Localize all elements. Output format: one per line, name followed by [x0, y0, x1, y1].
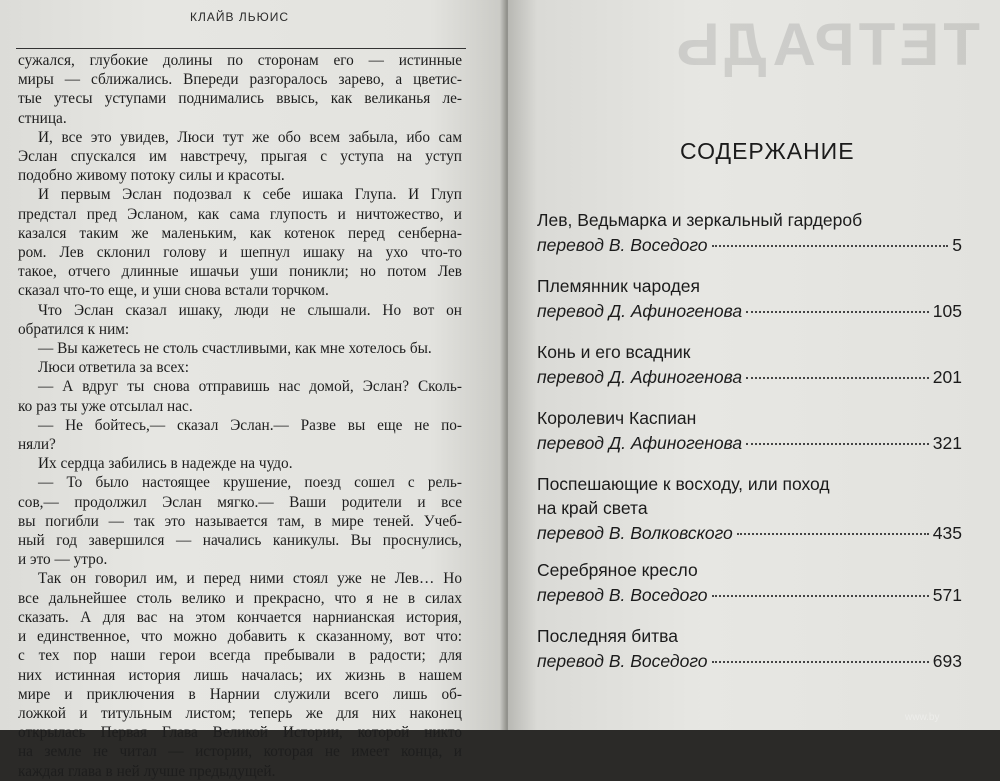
text-line: Эслан спускался им навстречу, прыгая с уступа на уступ [18, 148, 462, 166]
toc-entry-detail-row [537, 298, 962, 324]
text-line: сказал что-то еще, и уши снова встали торчком. [18, 282, 329, 300]
toc-entry-title: Конь и его всадник [537, 342, 691, 362]
toc-entry-page-number: 693 [932, 651, 962, 671]
text-line: миры — сближались. Впереди разгоралось зарево, а цветис- [18, 71, 462, 89]
toc-entry [537, 624, 962, 674]
toc-entry-detail-row [537, 648, 962, 674]
text-line: Люси ответила за всех: [38, 359, 190, 377]
text-line: такое, отчего длинные ишачьи уши поникли; но потом Лев [18, 263, 462, 281]
text-line: стница. [18, 109, 67, 127]
text-line: — А вдруг ты снова отправишь нас домой, Эслан? Сколь- [38, 378, 462, 396]
text-line: Так он говорил им, и перед ними стоял уже не Лев… Но [38, 570, 462, 588]
toc-entry-translator: перевод В. Воседого [537, 585, 708, 605]
text-line: — Не бойтесь,— сказал Эслан.— Разве вы еще не по- [38, 416, 462, 434]
toc-entry-detail-row [537, 232, 962, 258]
toc-entry [537, 208, 962, 258]
text-line: обратился к ним: [18, 320, 130, 338]
toc-entry-detail-row [537, 364, 962, 390]
text-line: и единственное, что можно добавить к сказанному, вот что: [18, 628, 462, 646]
text-line: ный год завершился — начались каникулы. Вы проснулись, [18, 532, 462, 550]
toc-entry-title: Последняя битва [537, 626, 678, 646]
toc-entry-page-number: 321 [932, 433, 962, 453]
show-through-decoration: ТЕТРАДЬ [672, 11, 980, 78]
dot-leader [712, 595, 929, 597]
dot-leader [712, 245, 949, 247]
toc-entry-title: Серебряное кресло [537, 560, 698, 580]
toc-entry-translator: перевод Д. Афиногенова [537, 301, 743, 321]
toc-entry-title: Королевич Каспиан [537, 408, 697, 428]
text-line: ром. Лев склонил голову и шепнул ишаку на ухо что-то [18, 244, 462, 262]
dot-leader [712, 661, 929, 663]
toc-entry-title: Поспешающие к восходу, или поход [537, 474, 830, 494]
story-text [18, 51, 462, 781]
text-line: и это — утро. [18, 551, 108, 569]
text-line: все дальнейшее столь велико и прекрасно, что я не в силах [18, 589, 462, 607]
toc-entry-page-number: 5 [952, 235, 962, 255]
toc-entry-title: Племянник чародея [537, 276, 701, 296]
text-line: мире и приключения в Нарнии служили всего лишь об- [18, 685, 462, 703]
running-head: КЛАЙВ ЛЬЮИС [190, 10, 289, 24]
text-line: няли? [18, 436, 56, 454]
text-line: с тех пор наши герои всегда пребывали в радости; для [18, 647, 462, 665]
toc-entry [537, 472, 962, 546]
toc-entry-translator: перевод Д. Афиногенова [537, 433, 743, 453]
text-line: И первым Эслан подозвал к себе ишака Глупа. И Глуп [38, 186, 462, 204]
dot-leader [746, 377, 929, 379]
text-line: ложкой и титульным листом; теперь же для них наконец [18, 704, 462, 722]
text-line: сов,— продолжил Эслан мягко.— Ваши родители и все [18, 493, 462, 511]
dot-leader [746, 443, 929, 445]
toc-entry-page-number: 435 [932, 523, 962, 543]
toc-entry-translator: перевод В. Воседого [537, 651, 708, 671]
toc-entry-translator: перевод В. Воседого [537, 235, 708, 255]
text-line: И, все это увидев, Люси тут же обо всем забыла, ибо сам [38, 128, 462, 146]
text-line: предстал пред Эсланом, как сама глупость и ничтожество, и [18, 205, 462, 223]
toc-entry [537, 340, 962, 390]
text-line: подобно живому потоку силы и красоты. [18, 167, 285, 185]
text-line: — То было настоящее крушение, поезд сошел с рель- [38, 474, 462, 492]
toc-entry [537, 558, 962, 608]
text-line: вы погибли — так это называется там, в мире теней. Учеб- [18, 512, 462, 530]
dot-leader [746, 311, 929, 313]
dot-leader [737, 533, 929, 535]
toc-entry-page-number: 571 [932, 585, 962, 605]
text-line: ко раз ты уже отсылал нас. [18, 397, 193, 415]
contents-heading: СОДЕРЖАНИЕ [680, 138, 855, 164]
text-line: на земле не читал — истории, которая не имеет конца, и [18, 743, 462, 761]
toc-entry-detail-row [537, 430, 962, 456]
text-line: — Вы кажетесь не столь счастливыми, как мне хотелось бы. [38, 340, 432, 358]
text-line: Что Эслан сказал ишаку, люди не слышали. Но вот он [38, 301, 462, 319]
toc-entry-translator: перевод В. Волковского [537, 523, 733, 543]
toc-entry [537, 406, 962, 456]
text-line: тые утесы уступами поднимались ввысь, как великанья ле- [18, 90, 462, 108]
header-rule [16, 48, 466, 49]
text-line: каждая глава в ней лучше предыдущей. [18, 762, 276, 780]
toc-entry-detail-row [537, 520, 962, 546]
text-line: казался таким же маленьким, как котенок перед сенберна- [18, 224, 462, 242]
toc-entry-translator: перевод Д. Афиногенова [537, 367, 743, 387]
toc-entry-title-continued: на край света [537, 498, 648, 518]
toc-entry-page-number: 105 [932, 301, 962, 321]
watermark: www.by [905, 712, 940, 723]
toc-entry [537, 274, 962, 324]
text-line: сказать. А для вас на этом кончается нарнианская история, [18, 608, 462, 626]
text-line: открылась Первая Глава Великой Истории, которой никто [18, 724, 462, 742]
text-line: сужался, глубокие долины по сторонам его — истинные [18, 52, 462, 69]
text-line: них истинная история лишь началась; их жизнь в нашем [18, 666, 462, 684]
text-line: Их сердца забились в надежде на чудо. [38, 455, 293, 473]
toc-entry-title: Лев, Ведьмарка и зеркальный гардероб [537, 210, 863, 230]
toc-entry-detail-row [537, 582, 962, 608]
toc-entry-page-number: 201 [932, 367, 962, 387]
